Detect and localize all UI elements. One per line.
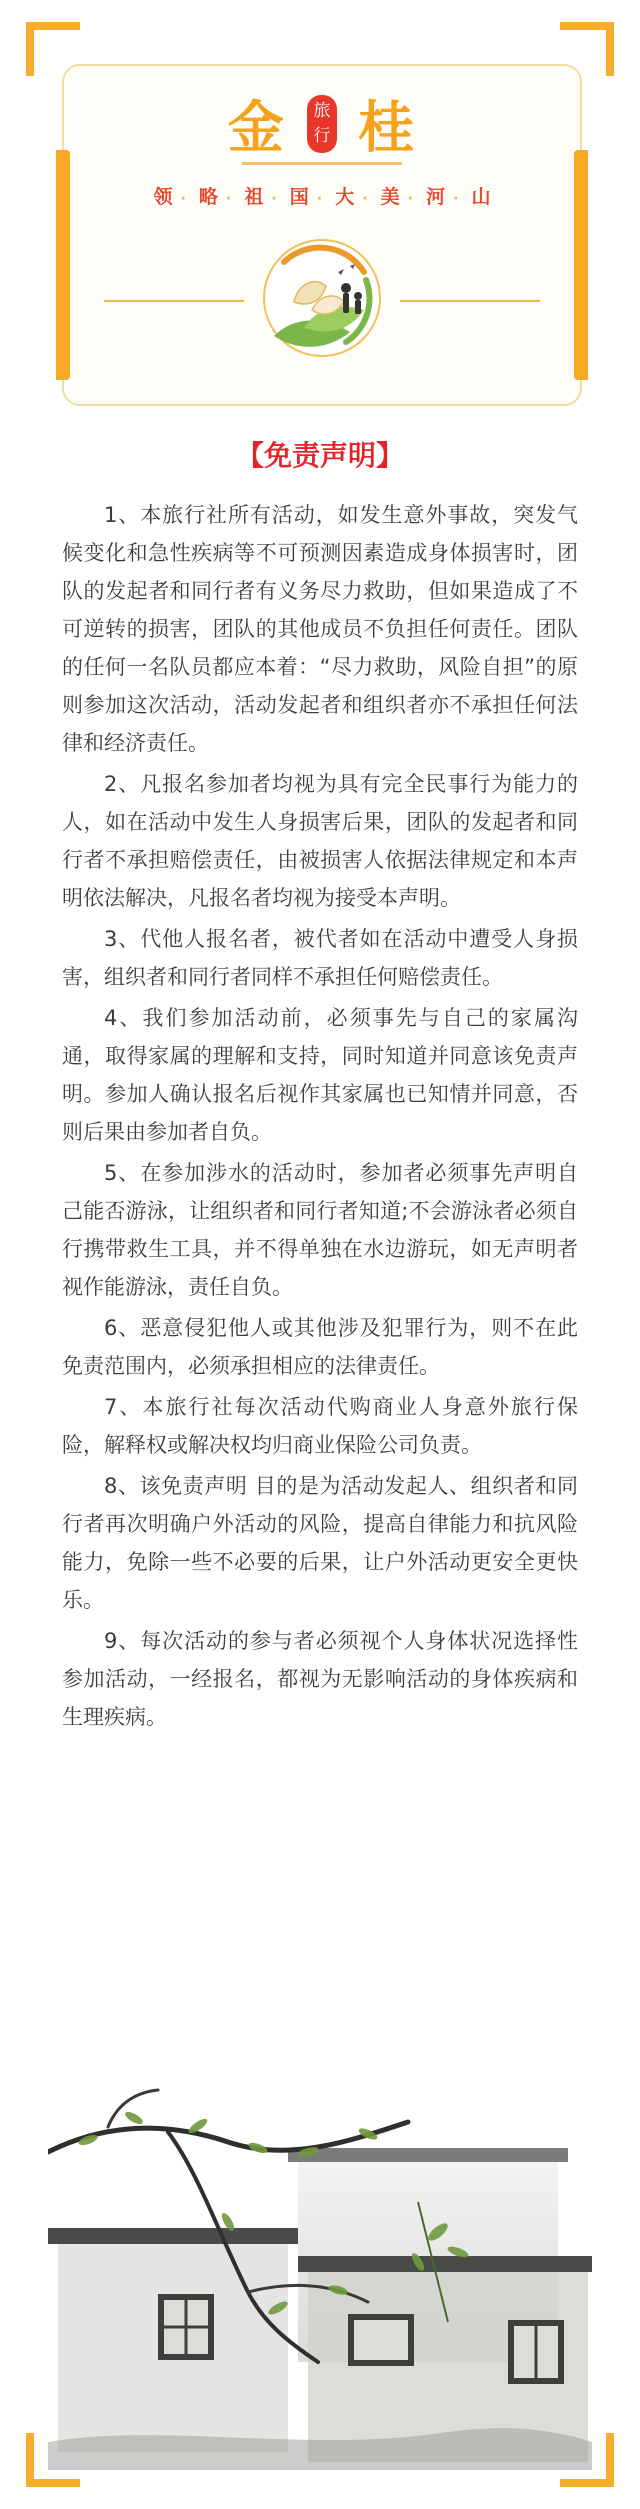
logo-divider-right [400, 300, 540, 302]
brand-seal: 旅行 [307, 95, 337, 153]
header-card [62, 64, 582, 406]
slogan-char: 略 [198, 186, 218, 208]
clause-item: 6、恶意侵犯他人或其他涉及犯罪行为，则不在此免责范围内，必须承担相应的法律责任。 [62, 1316, 578, 1378]
slogan-char: 河 [426, 186, 446, 208]
brand-char-right: 桂 [358, 95, 417, 161]
clause-list [62, 496, 578, 1739]
logo-emblem-icon [254, 232, 390, 368]
clause-item: 2、凡报名参加者均视为具有完全民事行为能力的人，如在活动中发生人身损害后果，团队的发起者和同行者不承担赔偿责任，由被损害人依据法律规定和本声明依法解决，凡报名者均视为接受本声明。 [62, 772, 578, 910]
clause-item: 7、本旅行社每次活动代购商业人身意外旅行保险，解释权或解决权均归商业保险公司负责。 [62, 1395, 578, 1457]
clause-item: 5、在参加涉水的活动时，参加者必须事先声明自己能否游泳，让组织者和同行者知道;不会游泳者必须自行携带救生工具，并不得单独在水边游玩，如无声明者视作能游泳，责任自负。 [62, 1161, 578, 1299]
clause-item: 9、每次活动的参与者必须视个人身体状况选择性参加活动，一经报名，都视为无影响活动的身体疾病和生理疾病。 [62, 1629, 578, 1729]
clause-item: 1、本旅行社所有活动，如发生意外事故，突发气候变化和急性疾病等不可预测因素造成身体损害时，团队的发起者和同行者有义务尽力救助，但如果造成了不可逆转的损害，团队的其他成员不负担任何责任。团队的任何一名队员都应本着：“尽力救助，风险自担”的原则参加这次活动，活动发起者和组织者亦不承担任何法律和经济责任。 [62, 503, 578, 755]
slogan-char: 祖 [244, 186, 264, 208]
clause-item: 8、该免责声明 目的是为活动发起人、组织者和同行者再次明确户外活动的风险，提高自律能力和抗风险能力，免除一些不必要的后果，让户外活动更安全更快乐。 [62, 1474, 578, 1612]
brand-underline [242, 162, 402, 165]
slogan-char: 美 [380, 186, 400, 208]
brand-char-left: 金 [227, 95, 286, 161]
brand-name [64, 84, 580, 174]
clause-item: 4、我们参加活动前，必须事先与自己的家属沟通，取得家属的理解和支持，同时知道并同意该免责声明。参加人确认报名后视作其家属也已知情并同意，否则后果由参加者自负。 [62, 1006, 578, 1144]
slogan-char: 国 [289, 186, 309, 208]
logo-divider-left [104, 300, 244, 302]
ink-painting-illustration [48, 2082, 592, 2470]
clause-item: 3、代他人报名者，被代者如在活动中遭受人身损害，组织者和同行者同样不承担任何赔偿责任。 [62, 927, 578, 989]
slogan-char: 山 [471, 186, 491, 208]
slogan-char: 大 [335, 186, 355, 208]
slogan-char: 领 [153, 186, 173, 208]
slogan: 领 · 略 · 祖 · 国 · 大 · 美 · 河 · 山 [64, 182, 580, 209]
document-title: 【免责声明】 [235, 439, 404, 472]
